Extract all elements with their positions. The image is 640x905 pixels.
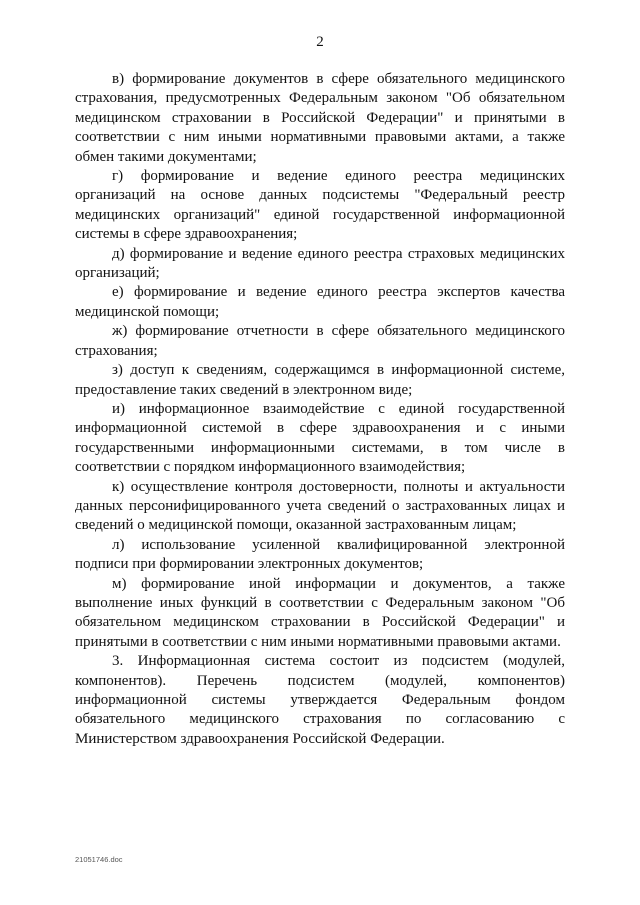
- paragraph-l: л) использование усиленной квалифицированной электронной подписи при формировании электронных документов;: [75, 536, 565, 573]
- document-body: [75, 70, 565, 749]
- paragraph-i: и) информационное взаимодействие с единой государственной информационной системой в сфере здравоохранения и с иными государственными информационными системами, в том числе в соответствии с порядком информационного взаимодействия;: [75, 400, 565, 476]
- file-name-footer: 21051746.doc: [75, 855, 123, 864]
- paragraph-e: е) формирование и ведение единого реестра экспертов качества медицинской помощи;: [75, 284, 565, 320]
- paragraph-g: г) формирование и ведение единого реестра медицинских организаций на основе данных подсистемы "Федеральный реестр медицинских организаций" единой государственной информационной системы в сфере здравоохранения;: [75, 168, 565, 243]
- paragraph-v: в) формирование документов в сфере обязательного медицинского страхования, предусмотренных Федеральным законом "Об обязательном медицинском страховании в Российской Федерации" и принятыми в соответствии с ним иными нормативными правовыми актами, а также обмен такими документами;: [75, 71, 565, 165]
- paragraph-m: м) формирование иной информации и документов, а также выполнение иных функций в соответствии с Федеральным законом "Об обязательном медицинском страховании в Российской Федерации" и принятыми в соответствии с ним иными нормативными правовыми актами.: [75, 575, 565, 650]
- paragraph-z: з) доступ к сведениям, содержащимся в информационной системе, предоставление таких сведений в электронном виде;: [75, 362, 565, 398]
- paragraph-d: д) формирование и ведение единого реестра страховых медицинских организаций;: [75, 245, 565, 282]
- paragraph-zh: ж) формирование отчетности в сфере обязательного медицинского страхования;: [75, 323, 565, 359]
- paragraph-3: 3. Информационная система состоит из подсистем (модулей, компонентов). Перечень подсистем (модулей, компонентов) информационной системы утверждается Федеральным фондом обязательного медицинского страхования по согласованию с Министерством здравоохранения Российской Федерации.: [75, 653, 565, 747]
- paragraph-k: к) осуществление контроля достоверности, полноты и актуальности данных персонифицированного учета сведений о застрахованных лицах и сведений о медицинской помощи, оказанной застрахованным лицам;: [75, 478, 565, 534]
- page-number: 2: [316, 34, 324, 50]
